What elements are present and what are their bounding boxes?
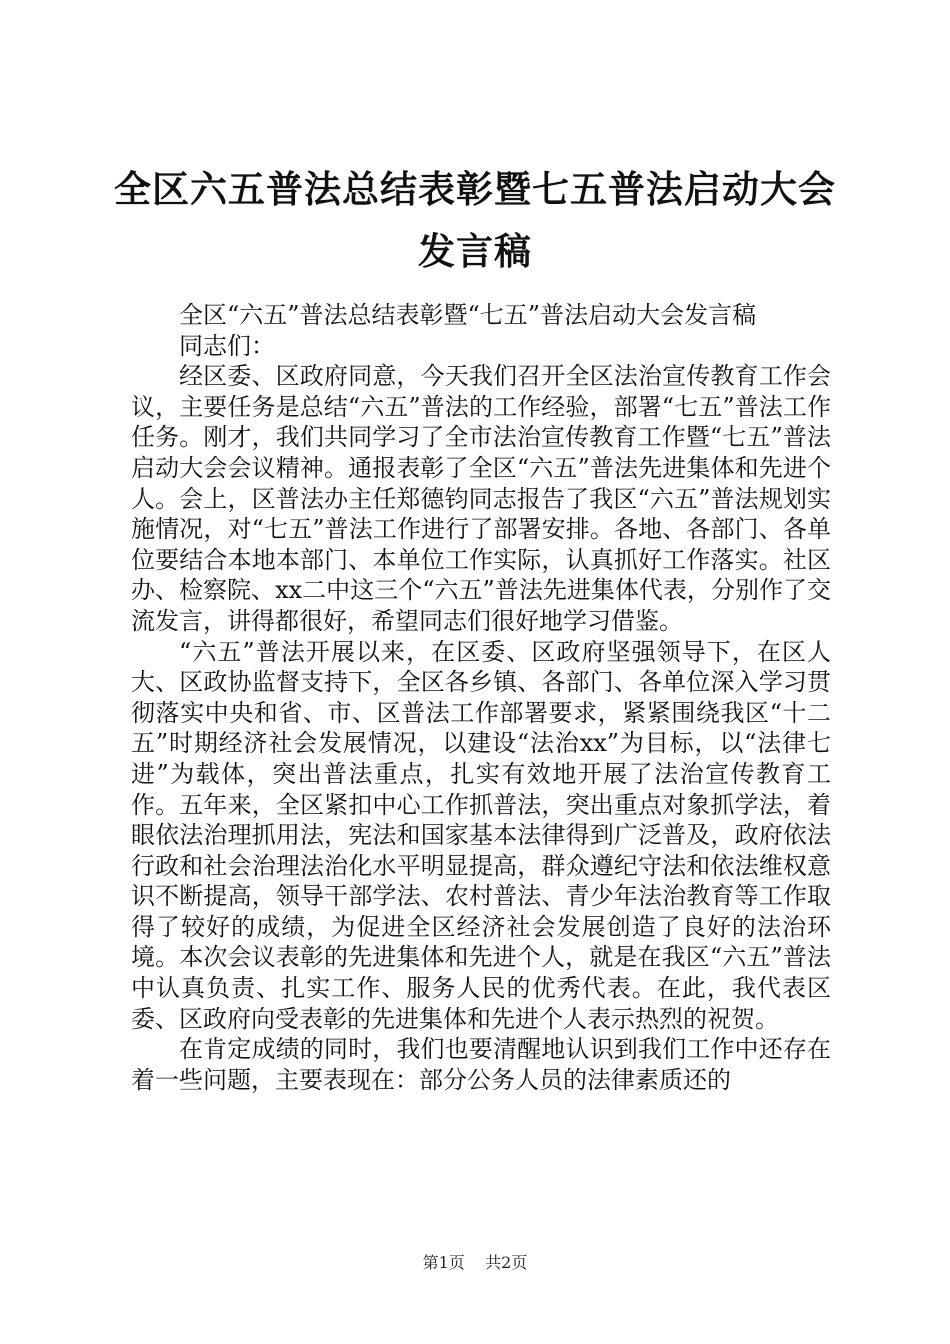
page-total: 共2页 bbox=[485, 1253, 528, 1272]
paragraph-2: “六五”普法开展以来，在区委、区政府坚强领导下，在区人大、区政协监督支持下，全区各乡镇、各部门、各单位深入学习贯彻落实中央和省、市、区普法工作部署要求，紧紧围绕我区“十二五”时期经济社会发展情况，以建设“法治xx”为目标，以“法律七进”为载体，突出普法重点，扎实有效地开展了法治宣传教育工作。五年来，全区紧扣中心工作抓普法，突出重点对象抓学法，着眼依法治理抓用法，宪法和国家基本法律得到广泛普及，政府依法行政和社会治理法治化水平明显提高，群众遵纪守法和依法维权意识不断提高，领导干部学法、农村普法、青少年法治教育等工作取得了较好的成绩，为促进全区经济社会发展创造了良好的法治环境。本次会议表彰的先进集体和先进个人，就是在我区“六五”普法中认真负责、扎实工作、服务人民的优秀代表。在此，我代表区委、区政府向受表彰的先进集体和先进个人表示热烈的祝贺。 bbox=[131, 637, 831, 1033]
paragraph-salutation: 同志们： bbox=[179, 331, 275, 360]
page-spacer bbox=[470, 1253, 480, 1272]
page-footer bbox=[0, 1250, 950, 1273]
document-body bbox=[131, 300, 831, 1095]
page-number: 第1页 bbox=[422, 1253, 465, 1272]
paragraph-3: 在肯定成绩的同时，我们也要清醒地认识到我们工作中还存在着一些问题，主要表现在：部分公务人员的法律素质还的 bbox=[131, 1035, 831, 1094]
paragraph-subtitle: 全区“六五”普法总结表彰暨“七五”普法启动大会发言稿 bbox=[179, 301, 757, 329]
paragraph-1: 经区委、区政府同意，今天我们召开全区法治宣传教育工作会议，主要任务是总结“六五”普法的工作经验，部署“七五”普法工作任务。刚才，我们共同学习了全市法治宣传教育工作暨“七五”普法启动大会会议精神。通报表彰了全区“六五”普法先进集体和先进个人。会上，区普法办主任郑德钧同志报告了我区“六五”普法规划实施情况，对“七五”普法工作进行了部署安排。各地、各部门、各单位要结合本地本部门、本单位工作实际，认真抓好工作落实。社区办、检察院、xx二中这三个“六五”普法先进集体代表，分别作了交流发言，讲得都很好，希望同志们很好地学习借鉴。 bbox=[131, 362, 831, 635]
document-title: 全区六五普法总结表彰暨七五普法启动大会发言稿 bbox=[114, 167, 836, 273]
